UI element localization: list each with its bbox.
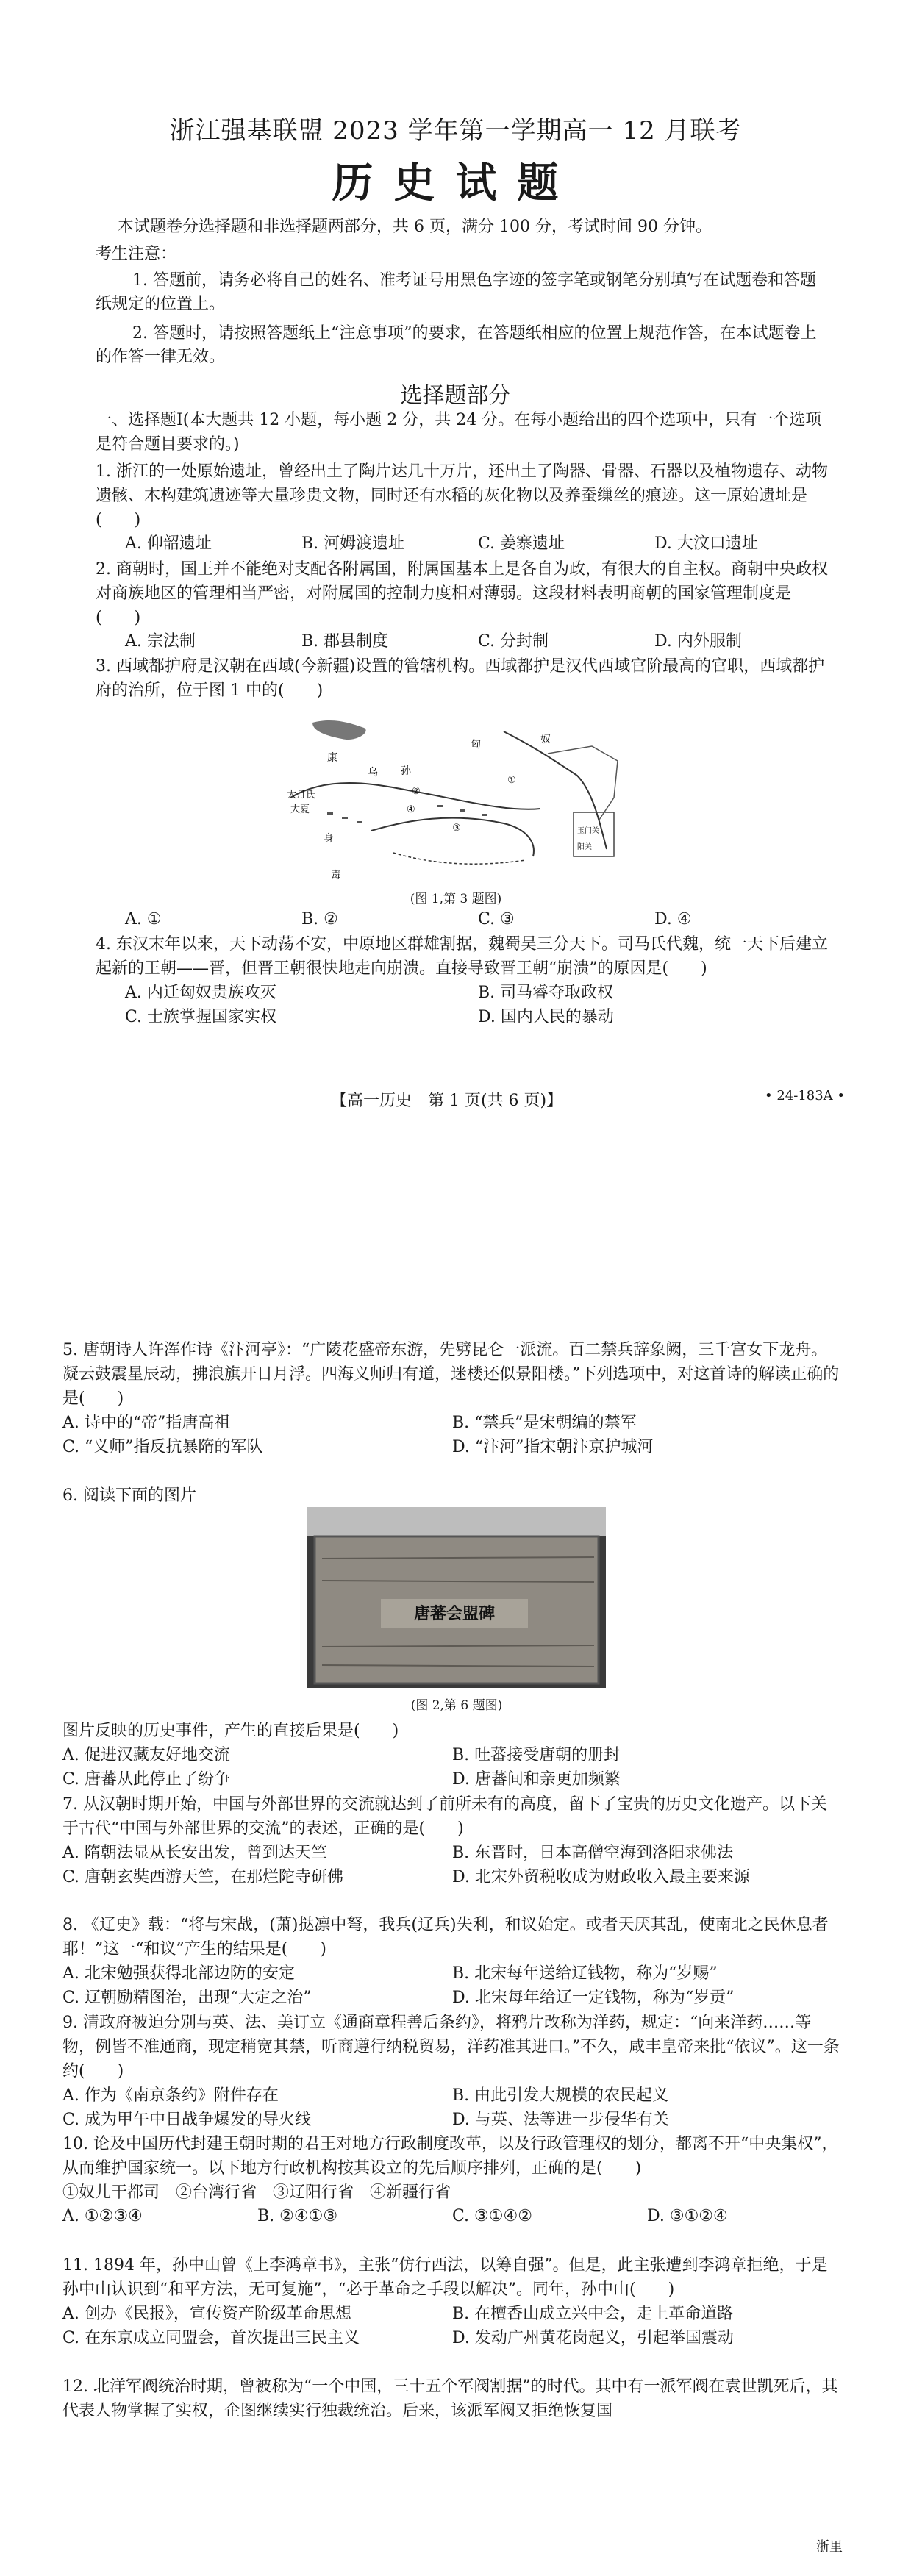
option-d: D. ④ <box>654 910 692 929</box>
question-1 <box>96 459 831 556</box>
option-d: D. 内外服制 <box>654 632 742 651</box>
option-d: D. 北宋每年给辽一定钱物，称为“岁贡” <box>452 1989 735 2007</box>
option-b: B. 在檀香山成立兴中会，走上革命道路 <box>452 2305 734 2323</box>
question-stem: 7. 从汉朝时期开始，中国与外部世界的交流就达到了前所未有的高度，留下了宝贵的历史文化遗产。以下关于古代“中国与外部世界的交流”的表述，正确的是( ) <box>62 1795 827 1838</box>
photo-caption: (图 2,第 6 题图) <box>410 1698 503 1713</box>
subject-title: 历史试题 <box>332 159 579 207</box>
question-stem: 11. 1894 年，孙中山曾《上李鸿章书》，主张“仿行西法，以筹自强”。但是，此主张遭到李鸿章拒绝，于是孙中山认识到“和平方法，无可复施”，“必于革命之手段以解决”。同年，孙中山( ) <box>62 2256 828 2299</box>
question-stem: 8. 《辽史》载：“将与宋战，(萧)挞凛中弩，我兵(辽兵)失利，和议始定。或者天厌其乱，使南北之民休息者耶！”这一“和议”产生的结果是( ) <box>62 1916 829 1958</box>
question-11 <box>62 2253 842 2350</box>
option-a: A. 隋朝法显从长安出发，曾到达天竺 <box>62 1844 327 1862</box>
question-3 <box>96 654 831 703</box>
map-label-yangguan: 阳关 <box>577 843 592 851</box>
option-c: C. ③①④② <box>452 2207 532 2225</box>
option-b: B. ② <box>301 910 338 929</box>
option-d: D. 国内人民的暴动 <box>478 1008 614 1026</box>
map-label-yumenguan: 玉门关 <box>577 827 599 835</box>
option-c: C. 唐蕃从此停止了纷争 <box>62 1770 231 1789</box>
option-a: A. 北宋勉强获得北部边防的安定 <box>62 1964 295 1983</box>
question-9 <box>62 2011 842 2132</box>
option-d: D. ③①②④ <box>647 2207 728 2225</box>
option-c: C. 唐朝玄奘西游天竺，在那烂陀寺研佛 <box>62 1868 344 1886</box>
question-3-options <box>96 908 831 931</box>
question-5 <box>62 1338 842 1459</box>
map-marker-4: ④ <box>407 804 415 815</box>
map-label-wu: 乌 <box>368 767 378 779</box>
notice-title: 考生注意： <box>96 245 177 263</box>
map-label-xiong: 匈 <box>471 739 481 751</box>
option-c: C. 在东京成立同盟会，首次提出三民主义 <box>62 2329 360 2347</box>
option-c: C. ③ <box>478 910 515 929</box>
exam-title: 浙江强基联盟 2023 学年第一学期高一 12 月联考 <box>169 116 742 146</box>
option-a: A. ① <box>125 910 162 929</box>
option-b: B. 河姆渡遗址 <box>301 534 405 553</box>
question-10 <box>62 2132 842 2228</box>
option-a: A. 作为《南京条约》附件存在 <box>62 2086 279 2105</box>
question-sub-items: ①奴儿干都司 ②台湾行省 ③辽阳行省 ④新疆行省 <box>62 2183 451 2202</box>
section-title: 选择题部分 <box>400 383 511 409</box>
page-footer-label: 【高一历史 第 1 页(共 6 页)】 <box>331 1092 563 1110</box>
map-label-kang: 康 <box>327 752 337 764</box>
stele-image <box>307 1507 606 1688</box>
option-a: A. 仰韶遗址 <box>125 534 212 553</box>
map-label-nu: 奴 <box>540 734 551 745</box>
map-label-du: 毒 <box>331 870 341 881</box>
option-d: D. 与英、法等进一步侵华有关 <box>452 2111 669 2129</box>
question-7 <box>62 1792 842 1889</box>
option-d: D. “汴河”指宋朝汴京护城河 <box>452 1438 654 1456</box>
option-c: C. 成为甲午中日战争爆发的导火线 <box>62 2111 312 2129</box>
option-b: B. 郡县制度 <box>301 632 389 651</box>
map-marker-3: ③ <box>452 823 461 834</box>
option-b: B. 吐蕃接受唐朝的册封 <box>452 1746 621 1764</box>
question-stem: 4. 东汉末年以来，天下动荡不安，中原地区群雄割据，魏蜀吴三分天下。司马氏代魏，统一天下后建立起新的王朝——晋，但晋王朝很快地走向崩溃。直接导致晋王朝“崩溃”的原因是( ) <box>96 935 828 978</box>
map-label-daxia: 大夏 <box>290 804 310 815</box>
option-b: B. 北宋每年送给辽钱物，称为“岁赐” <box>452 1964 718 1983</box>
map-caption: (图 1,第 3 题图) <box>410 892 502 906</box>
map-label-sun: 孙 <box>401 765 411 777</box>
question-stem: 1. 浙江的一处原始遗址，曾经出土了陶片达几十万片，还出土了陶器、骨器、石器以及植物遗存、动物遗骸、木构建筑遗迹等大量珍贵文物，同时还有水稻的灰化物以及养蚕缫丝的痕迹。这一原始遗址是( ) <box>96 462 828 529</box>
option-c: C. “义师”指反抗暴隋的军队 <box>62 1438 263 1456</box>
option-a: A. 宗法制 <box>125 632 196 651</box>
option-b: B. 东晋时，日本高僧空海到洛阳求佛法 <box>452 1844 734 1862</box>
map-marker-1: ① <box>507 775 516 786</box>
option-b: B. ②④①③ <box>257 2207 338 2225</box>
corner-mark: 浙里 <box>816 2539 843 2555</box>
question-stem: 9. 清政府被迫分别与英、法、美订立《通商章程善后条约》，将鸦片改称为洋药，规定：“向来洋药……等物，例皆不准通商，现定稍宽其禁，听商遵行纳税贸易，洋药准其进口。”不久，咸丰皇帝来批“依议”。这一条约( ) <box>62 2014 840 2081</box>
option-d: D. 北宋外贸税收成为财政收入最主要来源 <box>452 1868 750 1886</box>
question-6-followup <box>62 1719 842 1792</box>
option-d: D. 唐蕃间和亲更加频繁 <box>452 1770 621 1789</box>
option-c: C. 士族掌握国家实权 <box>125 1008 277 1026</box>
option-a: A. 促进汉藏友好地交流 <box>62 1746 230 1764</box>
option-c: C. 分封制 <box>478 632 549 651</box>
option-a: A. 诗中的“帝”指唐高祖 <box>62 1414 231 1432</box>
western-regions-map <box>283 702 629 886</box>
stele-plaque-text: 唐蕃会盟碑 <box>413 1604 496 1623</box>
question-4 <box>96 932 831 1029</box>
option-a: A. ①②③④ <box>62 2207 143 2225</box>
question-stem: 5. 唐朝诗人许浑作诗《汴河亭》：“广陵花盛帝东游，先劈昆仑一派流。百二禁兵辞象阙，三千宫女下龙舟。凝云鼓震星辰动，拂浪旗开日月浮。四海义师归有道，迷楼还似景阳楼。”下列选项中，对这首诗的解读正确的是( ) <box>62 1341 840 1408</box>
notice-1: 1. 答题前，请务必将自己的姓名、准考证号用黑色字迹的签字笔或钢笔分别填写在试题卷和答题纸规定的位置上。 <box>96 271 816 313</box>
page-footer-code: • 24-183A • <box>765 1088 846 1103</box>
option-c: C. 辽朝励精图治，出现“大定之治” <box>62 1989 312 2007</box>
question-2 <box>96 557 831 654</box>
intro-line: 本试题卷分选择题和非选择题两部分，共 6 页，满分 100 分，考试时间 90 分钟。 <box>118 218 712 236</box>
question-stem: 10. 论及中国历代封建王朝时期的君王对地方行政制度改革，以及行政管理权的划分，都离不开“中央集权”，从而维护国家统一。以下地方行政机构按其设立的先后顺序排列，正确的是( ) <box>62 2135 838 2178</box>
option-a: A. 内迁匈奴贵族攻灭 <box>125 984 276 1002</box>
question-stem: 图片反映的历史事件，产生的直接后果是( ) <box>62 1722 399 1740</box>
option-b: B. “禁兵”是宋朝编的禁军 <box>452 1414 637 1432</box>
question-12: 12. 北洋军阀统治时期，曾被称为“一个中国，三十五个军阀割据”的时代。其中有一派军阀在袁世凯死后，其代表人物掌握了实权，企图继续实行独裁统治。后来，该派军阀又拒绝恢复国 <box>62 2378 838 2420</box>
option-d: D. 发动广州黄花岗起义，引起举国震动 <box>452 2329 734 2347</box>
question-6: 6. 阅读下面的图片 <box>62 1486 196 1505</box>
question-stem: 3. 西域都护府是汉朝在西域(今新疆)设置的管辖机构。西域都护是汉代西域官阶最高的官职，西域都护府的治所，位于图 1 中的( ) <box>96 657 825 700</box>
option-a: A. 创办《民报》，宣传资产阶级革命思想 <box>62 2305 351 2323</box>
map-label-shen: 身 <box>324 833 334 845</box>
question-8 <box>62 1913 842 2010</box>
stele-photo <box>307 1507 606 1688</box>
map-label-dayuezhi: 大月氏 <box>287 790 316 801</box>
map-marker-2: ② <box>412 786 421 797</box>
option-b: B. 由此引发大规模的农民起义 <box>452 2086 669 2105</box>
part1-instruction: 一、选择题Ⅰ(本大题共 12 小题，每小题 2 分，共 24 分。在每小题给出的四个选项中，只有一个选项是符合题目要求的。) <box>96 411 822 454</box>
option-c: C. 姜寨遗址 <box>478 534 565 553</box>
question-stem: 2. 商朝时，国王并不能绝对支配各附属国，附属国基本上是各自为政，有很大的自主权。商朝中央政权对商族地区的管理相当严密，对附属国的控制力度相对薄弱。这段材料表明商朝的国家管理制度是( ) <box>96 560 828 627</box>
option-b: B. 司马睿夺取政权 <box>478 984 614 1002</box>
option-d: D. 大汶口遗址 <box>654 534 758 553</box>
notice-2: 2. 答题时，请按照答题纸上“注意事项”的要求，在答题纸相应的位置上规范作答，在本试题卷上的作答一律无效。 <box>96 324 817 366</box>
